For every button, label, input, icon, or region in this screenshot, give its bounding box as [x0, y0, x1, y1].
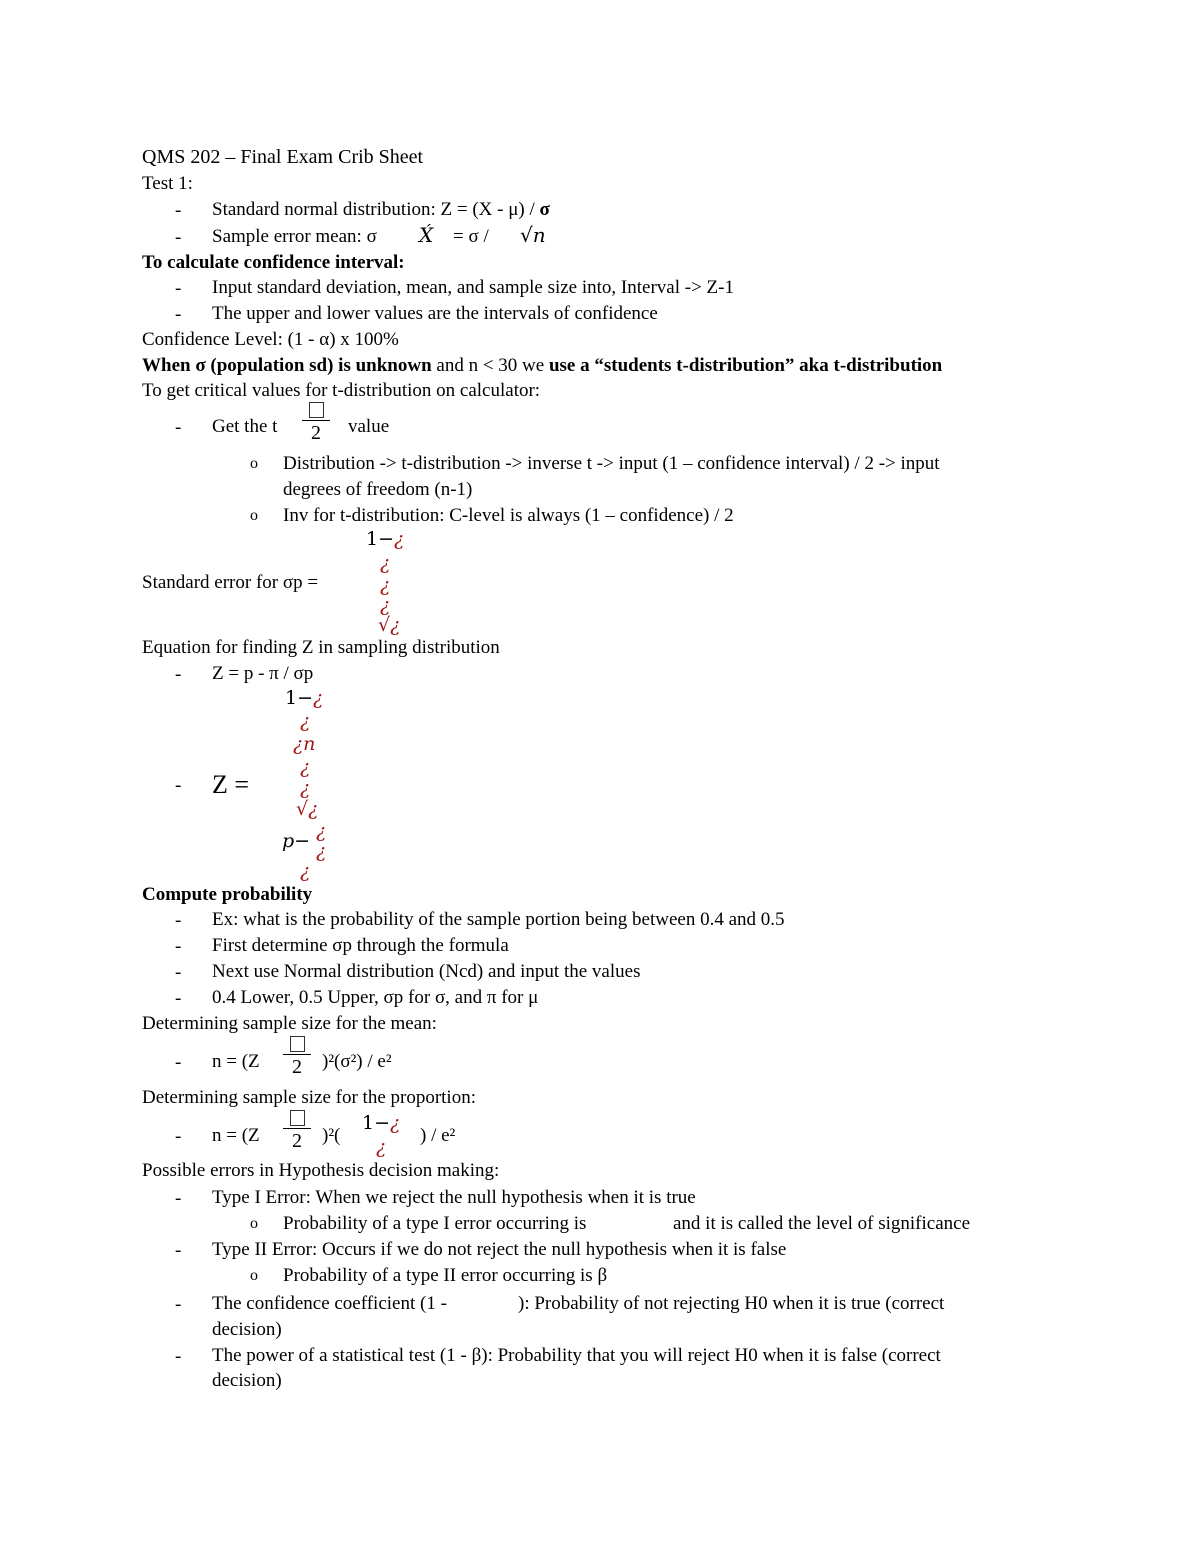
error-type-2-sub: Probability of a type II error occurring is β [283, 1265, 608, 1286]
ss-prop-formula-b: )²( [322, 1125, 341, 1146]
bullet-dash: - [175, 1294, 182, 1315]
ss-prop-formula-c: ) / e² [420, 1125, 456, 1146]
compute-item-4: 0.4 Lower, 0.5 Upper, σp for σ, and π for μ [212, 987, 539, 1008]
compute-item-3: Next use Normal distribution (Ncd) and input the values [212, 961, 641, 982]
get-t-label: Get the t [212, 416, 278, 437]
confidence-coefficient-cont: decision) [212, 1319, 282, 1340]
se-stack-2: ¿ [380, 552, 391, 574]
se-stack-4: ¿ [380, 594, 391, 616]
bullet-circle: o [250, 1267, 258, 1284]
sqrt-n: √n [520, 223, 546, 247]
sample-error-label: Sample error mean: σ [212, 226, 377, 247]
z-stack-3: ¿n [293, 733, 316, 755]
sub-item-1: Distribution -> t-distribution -> inverse t -> input (1 – confidence interval) / 2 -> input [283, 453, 940, 474]
z-stack-p: p− [282, 830, 311, 852]
ci-item-2: The upper and lower values are the intervals of confidence [212, 303, 658, 324]
z-stack-sqrt: √¿ [296, 798, 319, 820]
z-formula: Z = p - π / σp [212, 663, 314, 684]
se-stack-1: 1−¿ [366, 528, 405, 550]
error-type-1: Type I Error: When we reject the null hypothesis when it is true [212, 1187, 696, 1208]
z-stack-4: ¿ [300, 756, 311, 778]
bullet-dash: - [175, 1240, 182, 1261]
eq-z-heading: Equation for finding Z in sampling distribution [142, 637, 500, 658]
bullet-dash: - [175, 1052, 182, 1073]
section-test1: Test 1: [142, 173, 193, 194]
bullet-dash: - [175, 775, 182, 796]
bullet-dash: - [175, 936, 182, 957]
t-distribution-rule: When σ (population sd) is unknown and n < 30 we use a “students t-distribution” aka t-distribution [142, 355, 943, 376]
xbar-symbol: X́ [419, 223, 434, 247]
power-of-test: The power of a statistical test (1 - β): Probability that you will reject H0 when it is false (correct [212, 1345, 941, 1366]
z-stack-1: 1−¿ [285, 687, 324, 709]
bullet-dash: - [175, 910, 182, 931]
bullet-circle: o [250, 507, 258, 524]
confidence-coefficient-b: ): Probability of not rejecting H0 when it is true (correct [518, 1293, 945, 1314]
compute-item-2: First determine σp through the formula [212, 935, 509, 956]
bullet-dash: - [175, 664, 182, 685]
errors-heading: Possible errors in Hypothesis decision making: [142, 1160, 500, 1181]
bullet-dash: - [175, 1346, 182, 1367]
se-stack-sqrt: √¿ [378, 614, 401, 636]
critical-values-heading: To get critical values for t-distribution on calculator: [142, 380, 541, 401]
alpha-over-2-fraction: 2 [283, 1110, 311, 1151]
confidence-level: Confidence Level: (1 - α) x 100% [142, 329, 399, 350]
ci-item-1: Input standard deviation, mean, and sample size into, Interval -> Z-1 [212, 277, 734, 298]
z-stack-8: ¿ [300, 860, 311, 882]
error-type-1-sub-a: Probability of a type I error occurring is [283, 1213, 587, 1234]
ss-mean-heading: Determining sample size for the mean: [142, 1013, 437, 1034]
z-stack-6: ¿ [316, 820, 327, 842]
bullet-dash: - [175, 304, 182, 325]
std-normal-formula: Standard normal distribution: Z = (X - μ) / σ [212, 199, 550, 220]
error-type-1-sub-b: and it is called the level of significance [673, 1213, 971, 1234]
z-stack-5: ¿ [300, 777, 311, 799]
bullet-dash: - [175, 1126, 182, 1147]
bullet-circle: o [250, 455, 258, 472]
sample-error-eq: = σ / [453, 226, 489, 247]
ss-prop-den: ¿ [376, 1136, 387, 1158]
bullet-dash: - [175, 417, 182, 438]
power-of-test-cont: decision) [212, 1370, 282, 1391]
se-stack-3: ¿ [380, 574, 391, 596]
bullet-circle: o [250, 1215, 258, 1232]
bullet-dash: - [175, 988, 182, 1009]
compute-heading: Compute probability [142, 884, 313, 905]
ci-heading: To calculate confidence interval: [142, 252, 405, 273]
z-stack-7: ¿ [316, 840, 327, 862]
bullet-dash: - [175, 962, 182, 983]
ss-mean-formula-b: )²(σ²) / e² [322, 1051, 392, 1072]
bullet-dash: - [175, 227, 182, 248]
compute-item-1: Ex: what is the probability of the sample portion being between 0.4 and 0.5 [212, 909, 785, 930]
bullet-dash: - [175, 278, 182, 299]
sub-item-1-cont: degrees of freedom (n-1) [283, 479, 473, 500]
ss-prop-formula-a: n = (Z [212, 1125, 260, 1146]
placeholder-box-icon [290, 1110, 305, 1126]
z-stack-2: ¿ [300, 710, 311, 732]
bullet-dash: - [175, 1188, 182, 1209]
placeholder-box-icon [290, 1036, 305, 1052]
get-t-value-label: value [348, 416, 390, 437]
sub-item-2: Inv for t-distribution: C-level is always (1 – confidence) / 2 [283, 505, 734, 526]
placeholder-box-icon [309, 402, 324, 418]
page-title: QMS 202 – Final Exam Crib Sheet [142, 146, 424, 168]
ss-prop-heading: Determining sample size for the proportion: [142, 1087, 476, 1108]
bullet-dash: - [175, 200, 182, 221]
se-proportion-label: Standard error for σp = [142, 572, 319, 593]
error-type-2: Type II Error: Occurs if we do not reject the null hypothesis when it is false [212, 1239, 787, 1260]
alpha-over-2-fraction: 2 [283, 1036, 311, 1077]
z-big-label: Z = [212, 770, 250, 799]
ss-prop-num: 1−¿ [362, 1112, 401, 1134]
alpha-over-2-fraction: 2 [302, 402, 330, 443]
ss-mean-formula-a: n = (Z [212, 1051, 260, 1072]
confidence-coefficient-a: The confidence coefficient (1 - [212, 1293, 447, 1314]
